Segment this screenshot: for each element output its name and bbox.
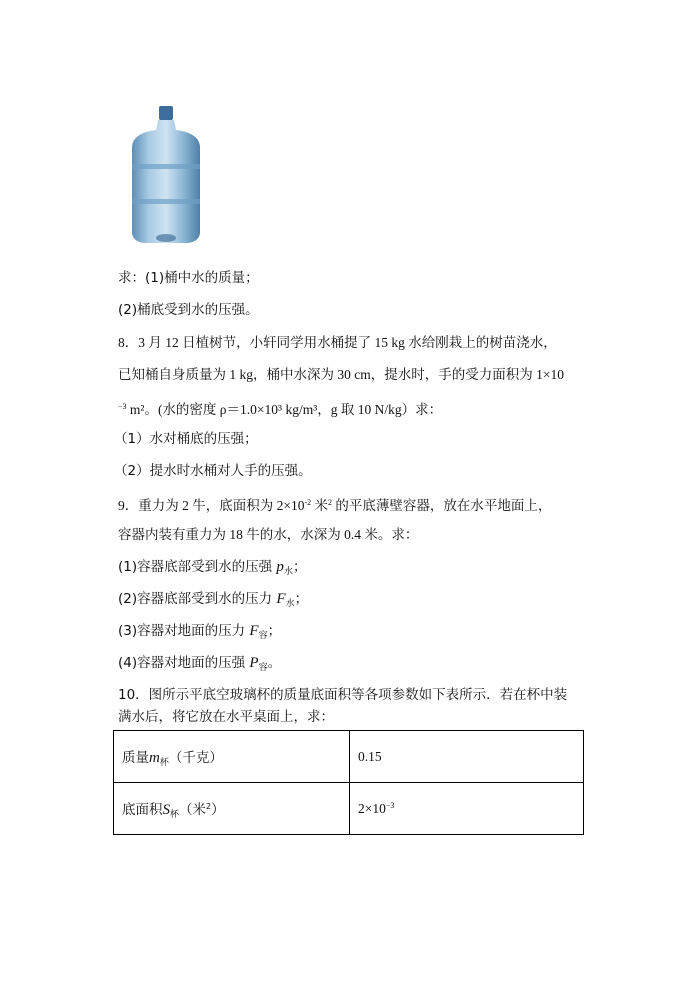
table-cell-value	[350, 783, 584, 835]
q9-sub-3-end: ；	[267, 623, 282, 639]
q9-line-1	[118, 494, 551, 515]
row2-unit-close: ）	[211, 801, 225, 818]
q8-line-3	[118, 398, 442, 419]
q9-line-1-a: 9．重力为 2 牛，底面积为 2×10	[118, 498, 305, 513]
q9-sub-3	[118, 622, 281, 645]
q9-line-2: 容器内装有重力为 18 牛的水，水深为 0.4 米。求：	[118, 527, 419, 542]
q9-sub-3-var: F	[249, 623, 259, 639]
q9-sub-1-subscript: 水	[283, 567, 293, 577]
row2-unit-sup: 2	[206, 801, 212, 811]
row1-label: 质量	[122, 749, 149, 766]
row2-subscript: 杯	[170, 809, 180, 820]
q7-ask-2: (2)桶底受到水的压强。	[118, 302, 259, 318]
row1-unit: （千克）	[168, 749, 223, 766]
q10-line-1: 10．图所示平底空玻璃杯的质量底面积等各项参数如下表所示．若在杯中装	[118, 687, 568, 703]
q8-line-1: 8．3 月 12 日植树节，小轩同学用水桶提了 15 kg 水给刚栽上的树苗浇水，	[118, 335, 557, 350]
q9-sub-3-subscript: 容	[258, 631, 268, 641]
parameter-table	[113, 730, 584, 835]
row1-var: m	[149, 749, 160, 766]
q9-sub-4	[118, 654, 281, 677]
q8-sub-2: （2）提水时水桶对人手的压强。	[114, 463, 312, 479]
row2-label: 底面积	[122, 801, 163, 818]
q9-sub-2	[118, 590, 308, 613]
row1-subscript: 杯	[159, 757, 169, 768]
q9-sub-4-var: P	[249, 655, 259, 671]
q10-line-2: 满水后，将它放在水平桌面上，求：	[118, 709, 334, 725]
q9-sub-3-text: (3)容器对地面的压力	[118, 623, 246, 639]
q7-ask-1: 求：(1)桶中水的质量；	[118, 270, 259, 286]
row2-value-exp: −3	[385, 800, 395, 810]
q8-exponent: −3	[118, 402, 127, 411]
table-cell-label	[114, 783, 350, 835]
q8-sub-1: （1）水对桶底的压强；	[114, 431, 258, 447]
table-row	[114, 783, 584, 835]
water-bottle-image	[128, 104, 204, 244]
q8-line-2: 已知桶自身质量为 1 kg，桶中水深为 30 cm，提水时，手的受力面积为 1×10	[118, 367, 564, 382]
table-row	[114, 731, 584, 783]
table-cell-value	[350, 731, 584, 783]
q9-sub-4-text: (4)容器对地面的压强	[118, 655, 246, 671]
q9-exp-1: -2	[304, 498, 312, 507]
table-cell-label	[114, 731, 350, 783]
q9-sub-1-var: p	[276, 559, 284, 575]
q9-sub-4-subscript: 容	[258, 663, 268, 673]
q9-line-1-c: 的平底薄壁容器，放在水平地面上，	[332, 498, 552, 513]
q9-sub-4-end: 。	[267, 655, 282, 671]
q9-sub-1-end: ；	[292, 559, 307, 575]
row1-value: 0.15	[358, 748, 382, 764]
q8-line-3-text: m²。(水的密度 ρ＝1.0×10³ kg/m³，g 取 10 N/kg）求：	[126, 402, 443, 417]
q9-exp-2: 2	[328, 498, 333, 507]
q9-sub-2-subscript: 水	[285, 599, 295, 609]
q9-sub-1	[118, 558, 306, 581]
row2-unit: （米	[179, 801, 207, 818]
q9-sub-1-text: (1)容器底部受到水的压强	[118, 559, 273, 575]
q9-sub-2-end: ；	[294, 591, 309, 607]
q9-sub-2-text: (2)容器底部受到水的压力	[118, 591, 273, 607]
row2-var: S	[162, 801, 170, 818]
q9-sub-2-var: F	[276, 591, 286, 607]
q9-line-1-b: 米	[311, 498, 329, 513]
row2-value: 2×10	[358, 800, 386, 816]
